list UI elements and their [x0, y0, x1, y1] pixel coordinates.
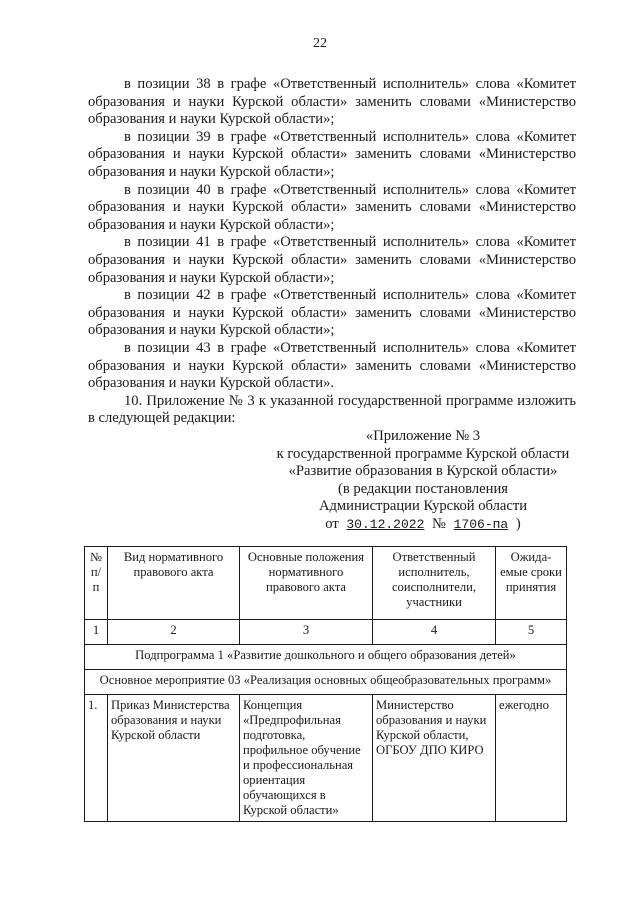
- activity-title: Основное мероприятие 03 «Реализация основных общеобразовательных программ»: [85, 670, 567, 695]
- header-num: № п/п: [85, 547, 108, 620]
- header-term: Ожида-емые сроки принятия: [496, 547, 567, 620]
- column-number-row: [85, 620, 567, 645]
- subprogram-row: [85, 645, 567, 670]
- activity-row: [85, 670, 567, 695]
- table-header-row: [85, 547, 567, 620]
- paragraph-position-41: в позиции 41 в графе «Ответственный исполнитель» слова «Комитет образования и науки Курской области» заменить словами «Министерство образования и науки Курской области»;: [88, 234, 576, 286]
- appendix-heading: [260, 428, 586, 534]
- handwritten-date: 30.12.2022: [346, 516, 425, 532]
- paragraph-position-38: в позиции 38 в графе «Ответственный исполнитель» слова «Комитет образования и науки Курской области» заменить словами «Министерство образования и науки Курской области»;: [88, 76, 576, 128]
- handwritten-number: 1706-па: [453, 516, 509, 532]
- row-term: ежегодно: [496, 695, 567, 822]
- row-provisions: Концепция «Предпрофильная подготовка, профильное обучение и профессиональная ориентация обучающихся в Курской области»: [240, 695, 373, 822]
- header-act-type: Вид нормативного правового акта: [108, 547, 240, 620]
- appendix-line-3: «Развитие образования в Курской области»: [288, 463, 558, 480]
- paragraph-position-42: в позиции 42 в графе «Ответственный исполнитель» слова «Комитет образования и науки Курской области» заменить словами «Министерство образования и науки Курской области»;: [88, 287, 576, 339]
- header-provisions: Основные положения нормативного правового акта: [240, 547, 373, 620]
- column-number: 1: [85, 620, 108, 645]
- legal-acts-table: [84, 546, 567, 822]
- date-line-close: ): [515, 515, 521, 532]
- appendix-line-5: Администрации Курской области: [318, 498, 528, 515]
- appendix-date-line: [325, 516, 521, 534]
- date-prefix: от: [325, 515, 339, 532]
- appendix-line-4: (в редакции постановления: [338, 480, 508, 497]
- column-number: 4: [373, 620, 496, 645]
- header-executor: Ответственный исполнитель, соисполнители, участники: [373, 547, 496, 620]
- column-number: 5: [496, 620, 567, 645]
- paragraph-position-40: в позиции 40 в графе «Ответственный исполнитель» слова «Комитет образования и науки Курской области» заменить словами «Министерство образования и науки Курской области»;: [88, 181, 576, 233]
- appendix-line-1: «Приложение № 3: [365, 428, 481, 444]
- table-row: [85, 695, 567, 822]
- paragraph-item-10: 10. Приложение № 3 к указанной государственной программе изложить в следующей редакции:: [88, 392, 576, 427]
- number-prefix: №: [432, 515, 446, 532]
- paragraph-position-39: в позиции 39 в графе «Ответственный исполнитель» слова «Комитет образования и науки Курской области» заменить словами «Министерство образования и науки Курской области»;: [88, 128, 576, 180]
- column-number: 2: [108, 620, 240, 645]
- row-executor: Министерство образования и науки Курской области, ОГБОУ ДПО КИРО: [373, 695, 496, 822]
- paragraph-position-43: в позиции 43 в графе «Ответственный исполнитель» слова «Комитет образования и науки Курской области» заменить словами «Министерство образования и науки Курской области».: [88, 339, 576, 392]
- row-num: 1.: [85, 695, 108, 822]
- body-text: [88, 76, 576, 428]
- appendix-line-2: к государственной программе Курской области: [276, 445, 570, 462]
- row-act-type: Приказ Министерства образования и науки Курской области: [108, 695, 240, 822]
- subprogram-title: Подпрограмма 1 «Развитие дошкольного и общего образования детей»: [85, 645, 567, 670]
- column-number: 3: [240, 620, 373, 645]
- page-number: 22: [313, 36, 327, 51]
